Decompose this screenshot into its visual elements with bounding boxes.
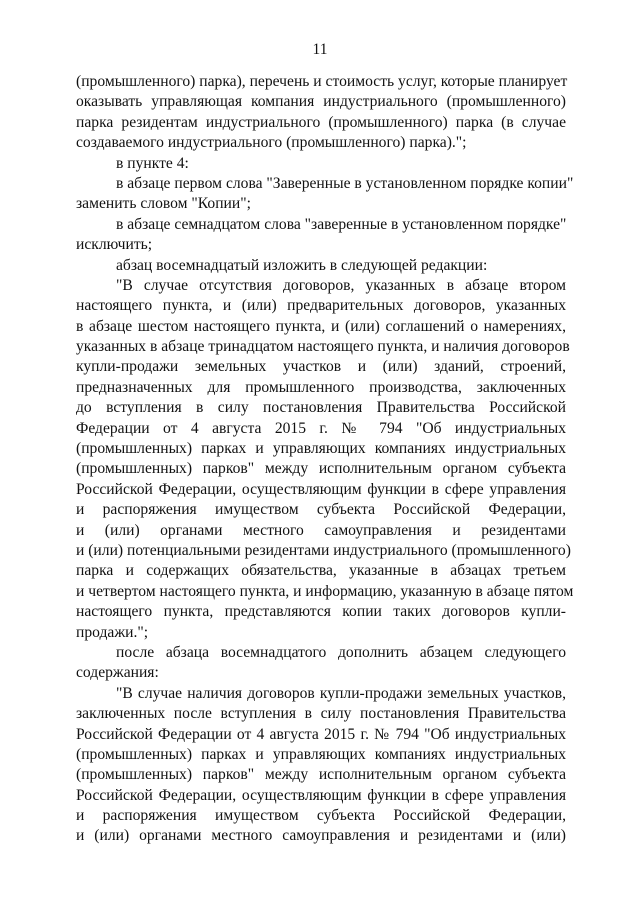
- text-line: создаваемого индустриального (промышленного) парка).";: [76, 134, 467, 152]
- text-line: после абзаца восемнадцатого дополнить абзацем следующего: [116, 643, 566, 661]
- text-line: (промышленных) парках и управляющих компаниях индустриальных: [76, 440, 566, 458]
- text-line: (промышленных) парках и управляющих компаниях индустриальных: [76, 745, 566, 763]
- text-line: "В случае наличия договоров купли-продажи земельных участков,: [116, 684, 566, 702]
- text-line: и (или) потенциальными резидентами индустриального (промышленного): [76, 541, 571, 559]
- text-line: (промышленного) парка), перечень и стоимость услуг, которые планирует: [76, 73, 568, 90]
- text-line: абзац восемнадцатый изложить в следующей редакции:: [116, 256, 488, 274]
- text-line: заключенных после вступления в силу постановления Правительства: [76, 705, 566, 723]
- text-line: "В случае отсутствия договоров, указанных в абзаце втором: [116, 276, 566, 294]
- text-line: и (или) органами местного самоуправления и резидентами и (или): [76, 827, 566, 845]
- text-line: Федерации от 4 августа 2015 г. № 794 "Об индустриальных: [76, 419, 566, 437]
- text-line: настоящего пункта, представляются копии таких договоров купли-: [76, 603, 566, 621]
- document-body: [76, 72, 574, 847]
- text-line: в пункте 4:: [116, 154, 189, 172]
- text-line: (промышленных) парков" между исполнительным органом субъекта: [76, 766, 566, 784]
- text-line: и четвертом настоящего пункта, и информацию, указанную в абзаце пятом: [76, 582, 574, 600]
- text-line: и распоряжения имуществом субъекта Российской Федерации,: [76, 501, 566, 519]
- text-line: предназначенных для промышленного производства, заключенных: [76, 378, 566, 396]
- text-line: парка и содержащих обязательства, указанные в абзацах третьем: [76, 562, 566, 580]
- text-line: исключить;: [76, 236, 153, 254]
- text-line: оказывать управляющая компания индустриального (промышленного): [76, 93, 566, 111]
- text-line: и (или) органами местного самоуправления и резидентами: [76, 521, 566, 539]
- page-number: 11: [312, 41, 328, 58]
- text-line: продажи.";: [76, 623, 149, 641]
- text-line: купли-продажи земельных участков и (или) зданий, строений,: [76, 358, 566, 376]
- text-line: Российской Федерации, осуществляющим функции в сфере управления: [76, 480, 566, 498]
- text-line: до вступления в силу постановления Правительства Российской: [76, 399, 566, 417]
- text-line: содержания:: [76, 664, 159, 682]
- text-line: (промышленных) парков" между исполнительным органом субъекта: [76, 460, 566, 478]
- text-line: заменить словом "Копии";: [76, 195, 251, 213]
- text-line: указанных в абзаце тринадцатом настоящего пункта, и наличия договоров: [76, 338, 570, 356]
- text-line: Российской Федерации от 4 августа 2015 г. № 794 "Об индустриальных: [76, 725, 566, 743]
- text-line: в абзаце шестом настоящего пункта, и (или) соглашений о намерениях,: [76, 317, 566, 335]
- text-line: в абзаце первом слова "Заверенные в установленном порядке копии": [116, 174, 574, 192]
- text-line: и распоряжения имуществом субъекта Российской Федерации,: [76, 807, 566, 825]
- text-line: в абзаце семнадцатом слова "заверенные в установленном порядке": [116, 215, 567, 233]
- text-line: парка резидентам индустриального (промышленного) парка (в случае: [76, 113, 566, 131]
- text-line: Российской Федерации, осуществляющим функции в сфере управления: [76, 786, 566, 804]
- text-line: настоящего пункта, и (или) предварительных договоров, указанных: [76, 297, 566, 315]
